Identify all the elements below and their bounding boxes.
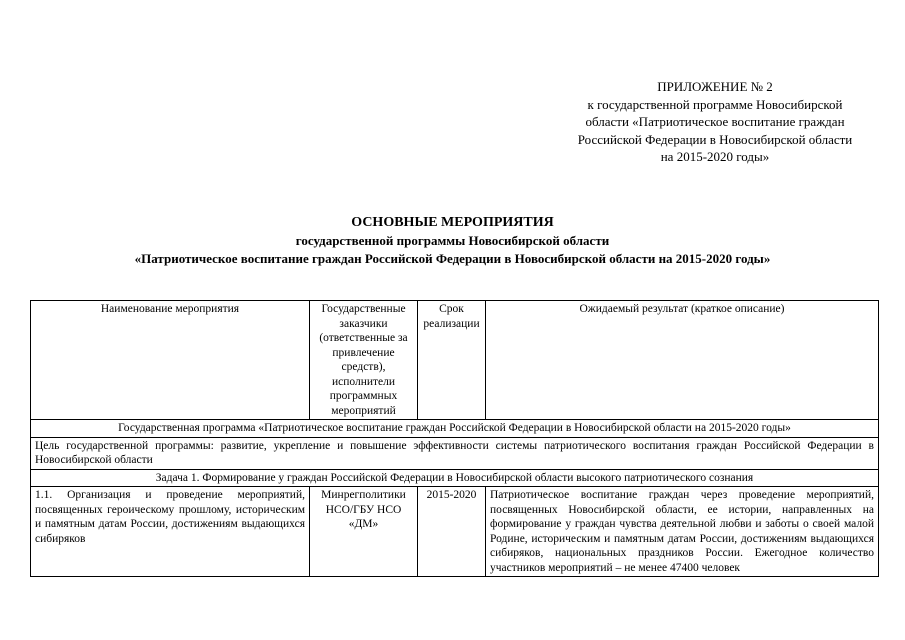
table-header-row xyxy=(31,301,879,420)
goal-row-text: Цель государственной программы: развитие, укрепление и повышение эффективности системы патриотического воспитания граждан Российской Федерации в Новосибирской области xyxy=(31,437,879,469)
title-line-3: «Патриотическое воспитание граждан Российской Федерации в Новосибирской области на 2015-2020 годы» xyxy=(134,251,771,266)
appendix-line: к государственной программе Новосибирской xyxy=(587,96,843,112)
appendix-note xyxy=(530,78,900,166)
activity-name: 1.1. Организация и проведение мероприятий, посвященных героическому прошлому, историческим и памятным датам России, достижениям выдающихся сибиряков xyxy=(31,487,310,577)
document-title xyxy=(0,214,905,268)
header-customers: Государственные заказчики (ответственные за привлечение средств), исполнители программных мероприятий xyxy=(310,301,418,420)
program-row xyxy=(31,420,879,438)
appendix-line: Российской Федерации в Новосибирской области xyxy=(577,131,853,147)
header-term: Срок реализации xyxy=(418,301,486,420)
header-name: Наименование мероприятия xyxy=(31,301,310,420)
activity-customers: Минрегполитики НСО/ГБУ НСО «ДМ» xyxy=(310,487,418,577)
activity-result: Патриотическое воспитание граждан через проведение мероприятий, посвященных Новосибирской области, ее истории, направленных на формирование у граждан чувства деятельной любви и заботы о своей малой Родине, историческим и памятным датам России, достижениям выдающихся сибиряков, национальных праздников России. Ежегодное количество участников мероприятий – не менее 47400 человек xyxy=(486,487,879,577)
appendix-line: на 2015-2020 годы» xyxy=(660,149,770,164)
program-row-text: Государственная программа «Патриотическое воспитание граждан Российской Федерации в Новосибирской области на 2015-2020 годы» xyxy=(31,420,879,438)
activity-term: 2015-2020 xyxy=(418,487,486,577)
title-line-2: государственной программы Новосибирской области xyxy=(295,233,610,248)
title-line-1: ОСНОВНЫЕ МЕРОПРИЯТИЯ xyxy=(351,215,554,230)
table-row xyxy=(31,487,879,577)
goal-row xyxy=(31,437,879,469)
header-result: Ожидаемый результат (краткое описание) xyxy=(486,301,879,420)
task-row xyxy=(31,469,879,487)
activities-table xyxy=(30,300,879,577)
appendix-line: области «Патриотическое воспитание граждан xyxy=(585,114,845,129)
appendix-line: ПРИЛОЖЕНИЕ № 2 xyxy=(657,79,773,94)
task-row-text: Задача 1. Формирование у граждан Российской Федерации в Новосибирской области высокого патриотического сознания xyxy=(31,469,879,487)
